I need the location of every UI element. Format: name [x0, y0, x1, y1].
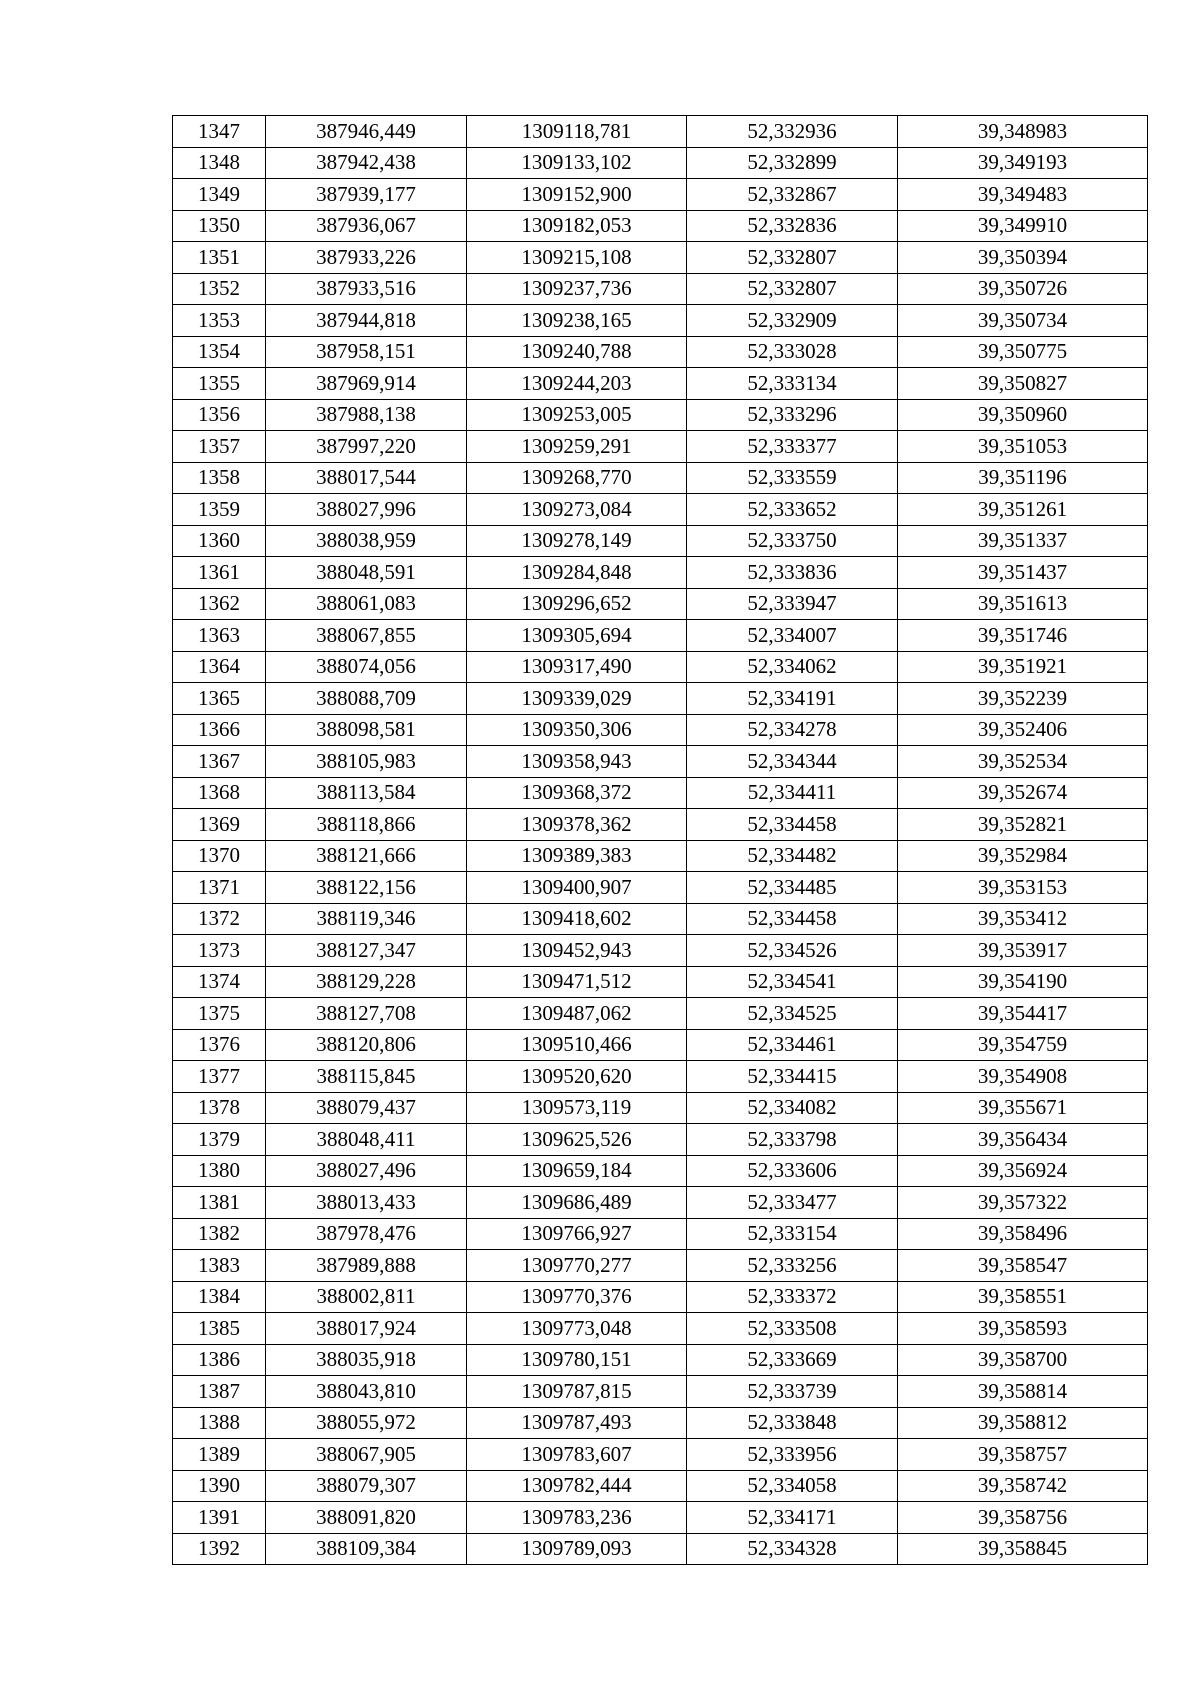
point-number-cell: 1372	[173, 903, 266, 935]
latitude-cell: 52,332836	[687, 210, 898, 242]
latitude-cell: 52,333947	[687, 588, 898, 620]
x-coordinate-cell: 388091,820	[266, 1502, 467, 1534]
point-number-cell: 1381	[173, 1187, 266, 1219]
longitude-cell: 39,353153	[898, 872, 1148, 904]
table-row	[173, 368, 1148, 400]
y-coordinate-cell: 1309782,444	[467, 1470, 687, 1502]
latitude-cell: 52,334058	[687, 1470, 898, 1502]
longitude-cell: 39,351746	[898, 620, 1148, 652]
longitude-cell: 39,352239	[898, 683, 1148, 715]
x-coordinate-cell: 388079,437	[266, 1092, 467, 1124]
longitude-cell: 39,348983	[898, 116, 1148, 148]
table-row	[173, 1502, 1148, 1534]
longitude-cell: 39,350394	[898, 242, 1148, 274]
longitude-cell: 39,350726	[898, 273, 1148, 305]
latitude-cell: 52,333669	[687, 1344, 898, 1376]
x-coordinate-cell: 388067,905	[266, 1439, 467, 1471]
y-coordinate-cell: 1309368,372	[467, 777, 687, 809]
x-coordinate-cell: 388002,811	[266, 1281, 467, 1313]
point-number-cell: 1380	[173, 1155, 266, 1187]
y-coordinate-cell: 1309237,736	[467, 273, 687, 305]
table-row	[173, 1250, 1148, 1282]
longitude-cell: 39,353412	[898, 903, 1148, 935]
x-coordinate-cell: 387958,151	[266, 336, 467, 368]
longitude-cell: 39,356434	[898, 1124, 1148, 1156]
longitude-cell: 39,358814	[898, 1376, 1148, 1408]
table-row	[173, 1439, 1148, 1471]
y-coordinate-cell: 1309182,053	[467, 210, 687, 242]
point-number-cell: 1355	[173, 368, 266, 400]
y-coordinate-cell: 1309389,383	[467, 840, 687, 872]
latitude-cell: 52,334485	[687, 872, 898, 904]
x-coordinate-cell: 388088,709	[266, 683, 467, 715]
y-coordinate-cell: 1309133,102	[467, 147, 687, 179]
y-coordinate-cell: 1309215,108	[467, 242, 687, 274]
y-coordinate-cell: 1309783,607	[467, 1439, 687, 1471]
point-number-cell: 1350	[173, 210, 266, 242]
latitude-cell: 52,334007	[687, 620, 898, 652]
point-number-cell: 1348	[173, 147, 266, 179]
point-number-cell: 1378	[173, 1092, 266, 1124]
point-number-cell: 1347	[173, 116, 266, 148]
latitude-cell: 52,333508	[687, 1313, 898, 1345]
point-number-cell: 1358	[173, 462, 266, 494]
point-number-cell: 1366	[173, 714, 266, 746]
y-coordinate-cell: 1309305,694	[467, 620, 687, 652]
y-coordinate-cell: 1309659,184	[467, 1155, 687, 1187]
table-row	[173, 1029, 1148, 1061]
y-coordinate-cell: 1309238,165	[467, 305, 687, 337]
table-row	[173, 903, 1148, 935]
point-number-cell: 1383	[173, 1250, 266, 1282]
latitude-cell: 52,334062	[687, 651, 898, 683]
table-row	[173, 777, 1148, 809]
latitude-cell: 52,334526	[687, 935, 898, 967]
latitude-cell: 52,332899	[687, 147, 898, 179]
y-coordinate-cell: 1309259,291	[467, 431, 687, 463]
longitude-cell: 39,351921	[898, 651, 1148, 683]
point-number-cell: 1386	[173, 1344, 266, 1376]
point-number-cell: 1363	[173, 620, 266, 652]
latitude-cell: 52,332867	[687, 179, 898, 211]
y-coordinate-cell: 1309317,490	[467, 651, 687, 683]
longitude-cell: 39,352674	[898, 777, 1148, 809]
x-coordinate-cell: 388118,866	[266, 809, 467, 841]
x-coordinate-cell: 388120,806	[266, 1029, 467, 1061]
point-number-cell: 1365	[173, 683, 266, 715]
table-row	[173, 462, 1148, 494]
longitude-cell: 39,350775	[898, 336, 1148, 368]
longitude-cell: 39,352821	[898, 809, 1148, 841]
longitude-cell: 39,353917	[898, 935, 1148, 967]
x-coordinate-cell: 388027,996	[266, 494, 467, 526]
latitude-cell: 52,333798	[687, 1124, 898, 1156]
latitude-cell: 52,333028	[687, 336, 898, 368]
latitude-cell: 52,333559	[687, 462, 898, 494]
table-row	[173, 1376, 1148, 1408]
table-row	[173, 147, 1148, 179]
latitude-cell: 52,333372	[687, 1281, 898, 1313]
table-row	[173, 1061, 1148, 1093]
y-coordinate-cell: 1309783,236	[467, 1502, 687, 1534]
longitude-cell: 39,350827	[898, 368, 1148, 400]
point-number-cell: 1390	[173, 1470, 266, 1502]
x-coordinate-cell: 388115,845	[266, 1061, 467, 1093]
latitude-cell: 52,332807	[687, 273, 898, 305]
table-row	[173, 1344, 1148, 1376]
y-coordinate-cell: 1309487,062	[467, 998, 687, 1030]
longitude-cell: 39,358496	[898, 1218, 1148, 1250]
y-coordinate-cell: 1309789,093	[467, 1533, 687, 1565]
longitude-cell: 39,351437	[898, 557, 1148, 589]
y-coordinate-cell: 1309278,149	[467, 525, 687, 557]
point-number-cell: 1371	[173, 872, 266, 904]
point-number-cell: 1392	[173, 1533, 266, 1565]
point-number-cell: 1362	[173, 588, 266, 620]
y-coordinate-cell: 1309770,376	[467, 1281, 687, 1313]
longitude-cell: 39,358812	[898, 1407, 1148, 1439]
table-row	[173, 273, 1148, 305]
table-row	[173, 809, 1148, 841]
x-coordinate-cell: 388038,959	[266, 525, 467, 557]
point-number-cell: 1387	[173, 1376, 266, 1408]
point-number-cell: 1385	[173, 1313, 266, 1345]
latitude-cell: 52,333377	[687, 431, 898, 463]
longitude-cell: 39,351337	[898, 525, 1148, 557]
longitude-cell: 39,350960	[898, 399, 1148, 431]
x-coordinate-cell: 387988,138	[266, 399, 467, 431]
point-number-cell: 1369	[173, 809, 266, 841]
table-row	[173, 1124, 1148, 1156]
x-coordinate-cell: 388074,056	[266, 651, 467, 683]
y-coordinate-cell: 1309520,620	[467, 1061, 687, 1093]
y-coordinate-cell: 1309787,815	[467, 1376, 687, 1408]
longitude-cell: 39,358845	[898, 1533, 1148, 1565]
y-coordinate-cell: 1309787,493	[467, 1407, 687, 1439]
x-coordinate-cell: 387939,177	[266, 179, 467, 211]
table-row	[173, 746, 1148, 778]
longitude-cell: 39,351196	[898, 462, 1148, 494]
latitude-cell: 52,334458	[687, 903, 898, 935]
x-coordinate-cell: 388043,810	[266, 1376, 467, 1408]
latitude-cell: 52,333848	[687, 1407, 898, 1439]
point-number-cell: 1352	[173, 273, 266, 305]
x-coordinate-cell: 388122,156	[266, 872, 467, 904]
x-coordinate-cell: 387946,449	[266, 116, 467, 148]
x-coordinate-cell: 388048,411	[266, 1124, 467, 1156]
point-number-cell: 1361	[173, 557, 266, 589]
x-coordinate-cell: 388035,918	[266, 1344, 467, 1376]
latitude-cell: 52,333652	[687, 494, 898, 526]
latitude-cell: 52,334458	[687, 809, 898, 841]
y-coordinate-cell: 1309770,277	[467, 1250, 687, 1282]
latitude-cell: 52,333296	[687, 399, 898, 431]
table-row	[173, 1187, 1148, 1219]
longitude-cell: 39,351053	[898, 431, 1148, 463]
x-coordinate-cell: 388113,584	[266, 777, 467, 809]
table-row	[173, 872, 1148, 904]
table-row	[173, 557, 1148, 589]
x-coordinate-cell: 387997,220	[266, 431, 467, 463]
point-number-cell: 1389	[173, 1439, 266, 1471]
longitude-cell: 39,358742	[898, 1470, 1148, 1502]
latitude-cell: 52,333956	[687, 1439, 898, 1471]
point-number-cell: 1349	[173, 179, 266, 211]
x-coordinate-cell: 387944,818	[266, 305, 467, 337]
point-number-cell: 1354	[173, 336, 266, 368]
point-number-cell: 1388	[173, 1407, 266, 1439]
table-row	[173, 431, 1148, 463]
latitude-cell: 52,332936	[687, 116, 898, 148]
point-number-cell: 1364	[173, 651, 266, 683]
longitude-cell: 39,351613	[898, 588, 1148, 620]
longitude-cell: 39,354190	[898, 966, 1148, 998]
table-row	[173, 1313, 1148, 1345]
latitude-cell: 52,334461	[687, 1029, 898, 1061]
y-coordinate-cell: 1309284,848	[467, 557, 687, 589]
latitude-cell: 52,334278	[687, 714, 898, 746]
table-row	[173, 1092, 1148, 1124]
y-coordinate-cell: 1309766,927	[467, 1218, 687, 1250]
longitude-cell: 39,358547	[898, 1250, 1148, 1282]
table-row	[173, 683, 1148, 715]
x-coordinate-cell: 387933,516	[266, 273, 467, 305]
point-number-cell: 1357	[173, 431, 266, 463]
x-coordinate-cell: 388121,666	[266, 840, 467, 872]
longitude-cell: 39,355671	[898, 1092, 1148, 1124]
x-coordinate-cell: 388119,346	[266, 903, 467, 935]
x-coordinate-cell: 388027,496	[266, 1155, 467, 1187]
point-number-cell: 1367	[173, 746, 266, 778]
longitude-cell: 39,349193	[898, 147, 1148, 179]
latitude-cell: 52,334344	[687, 746, 898, 778]
latitude-cell: 52,334191	[687, 683, 898, 715]
latitude-cell: 52,333477	[687, 1187, 898, 1219]
latitude-cell: 52,334415	[687, 1061, 898, 1093]
point-number-cell: 1360	[173, 525, 266, 557]
table-row	[173, 966, 1148, 998]
x-coordinate-cell: 388127,708	[266, 998, 467, 1030]
latitude-cell: 52,334411	[687, 777, 898, 809]
table-row	[173, 840, 1148, 872]
table-row	[173, 714, 1148, 746]
y-coordinate-cell: 1309625,526	[467, 1124, 687, 1156]
x-coordinate-cell: 388098,581	[266, 714, 467, 746]
longitude-cell: 39,357322	[898, 1187, 1148, 1219]
point-number-cell: 1379	[173, 1124, 266, 1156]
latitude-cell: 52,334171	[687, 1502, 898, 1534]
point-number-cell: 1391	[173, 1502, 266, 1534]
longitude-cell: 39,354417	[898, 998, 1148, 1030]
y-coordinate-cell: 1309118,781	[467, 116, 687, 148]
x-coordinate-cell: 388017,544	[266, 462, 467, 494]
table-row	[173, 998, 1148, 1030]
point-number-cell: 1376	[173, 1029, 266, 1061]
y-coordinate-cell: 1309510,466	[467, 1029, 687, 1061]
longitude-cell: 39,352534	[898, 746, 1148, 778]
y-coordinate-cell: 1309400,907	[467, 872, 687, 904]
table-row	[173, 620, 1148, 652]
y-coordinate-cell: 1309296,652	[467, 588, 687, 620]
coordinates-table-body	[173, 116, 1148, 1565]
table-row	[173, 336, 1148, 368]
point-number-cell: 1374	[173, 966, 266, 998]
point-number-cell: 1353	[173, 305, 266, 337]
y-coordinate-cell: 1309773,048	[467, 1313, 687, 1345]
longitude-cell: 39,352984	[898, 840, 1148, 872]
longitude-cell: 39,350734	[898, 305, 1148, 337]
y-coordinate-cell: 1309686,489	[467, 1187, 687, 1219]
latitude-cell: 52,333154	[687, 1218, 898, 1250]
x-coordinate-cell: 387989,888	[266, 1250, 467, 1282]
point-number-cell: 1382	[173, 1218, 266, 1250]
y-coordinate-cell: 1309253,005	[467, 399, 687, 431]
longitude-cell: 39,351261	[898, 494, 1148, 526]
y-coordinate-cell: 1309240,788	[467, 336, 687, 368]
y-coordinate-cell: 1309268,770	[467, 462, 687, 494]
latitude-cell: 52,334082	[687, 1092, 898, 1124]
x-coordinate-cell: 388105,983	[266, 746, 467, 778]
latitude-cell: 52,333836	[687, 557, 898, 589]
table-row	[173, 525, 1148, 557]
y-coordinate-cell: 1309418,602	[467, 903, 687, 935]
x-coordinate-cell: 387942,438	[266, 147, 467, 179]
table-row	[173, 242, 1148, 274]
y-coordinate-cell: 1309244,203	[467, 368, 687, 400]
latitude-cell: 52,334482	[687, 840, 898, 872]
latitude-cell: 52,333750	[687, 525, 898, 557]
x-coordinate-cell: 388109,384	[266, 1533, 467, 1565]
table-row	[173, 305, 1148, 337]
table-row	[173, 651, 1148, 683]
point-number-cell: 1368	[173, 777, 266, 809]
latitude-cell: 52,332807	[687, 242, 898, 274]
longitude-cell: 39,358756	[898, 1502, 1148, 1534]
point-number-cell: 1351	[173, 242, 266, 274]
y-coordinate-cell: 1309780,151	[467, 1344, 687, 1376]
latitude-cell: 52,334328	[687, 1533, 898, 1565]
y-coordinate-cell: 1309273,084	[467, 494, 687, 526]
y-coordinate-cell: 1309350,306	[467, 714, 687, 746]
x-coordinate-cell: 388013,433	[266, 1187, 467, 1219]
table-row	[173, 1533, 1148, 1565]
table-row	[173, 1155, 1148, 1187]
x-coordinate-cell: 388127,347	[266, 935, 467, 967]
table-row	[173, 1218, 1148, 1250]
x-coordinate-cell: 387933,226	[266, 242, 467, 274]
longitude-cell: 39,354908	[898, 1061, 1148, 1093]
x-coordinate-cell: 387936,067	[266, 210, 467, 242]
table-row	[173, 494, 1148, 526]
point-number-cell: 1373	[173, 935, 266, 967]
table-row	[173, 1281, 1148, 1313]
y-coordinate-cell: 1309471,512	[467, 966, 687, 998]
x-coordinate-cell: 387978,476	[266, 1218, 467, 1250]
table-row	[173, 935, 1148, 967]
point-number-cell: 1359	[173, 494, 266, 526]
x-coordinate-cell: 387969,914	[266, 368, 467, 400]
coordinates-table	[172, 115, 1148, 1565]
latitude-cell: 52,333606	[687, 1155, 898, 1187]
longitude-cell: 39,358593	[898, 1313, 1148, 1345]
latitude-cell: 52,333134	[687, 368, 898, 400]
longitude-cell: 39,354759	[898, 1029, 1148, 1061]
x-coordinate-cell: 388079,307	[266, 1470, 467, 1502]
x-coordinate-cell: 388129,228	[266, 966, 467, 998]
table-row	[173, 179, 1148, 211]
table-row	[173, 399, 1148, 431]
table-row	[173, 1470, 1148, 1502]
x-coordinate-cell: 388017,924	[266, 1313, 467, 1345]
y-coordinate-cell: 1309452,943	[467, 935, 687, 967]
latitude-cell: 52,333739	[687, 1376, 898, 1408]
longitude-cell: 39,349910	[898, 210, 1148, 242]
x-coordinate-cell: 388061,083	[266, 588, 467, 620]
y-coordinate-cell: 1309152,900	[467, 179, 687, 211]
point-number-cell: 1375	[173, 998, 266, 1030]
point-number-cell: 1377	[173, 1061, 266, 1093]
latitude-cell: 52,332909	[687, 305, 898, 337]
longitude-cell: 39,349483	[898, 179, 1148, 211]
point-number-cell: 1356	[173, 399, 266, 431]
y-coordinate-cell: 1309378,362	[467, 809, 687, 841]
latitude-cell: 52,334541	[687, 966, 898, 998]
longitude-cell: 39,358551	[898, 1281, 1148, 1313]
table-row	[173, 210, 1148, 242]
point-number-cell: 1384	[173, 1281, 266, 1313]
x-coordinate-cell: 388067,855	[266, 620, 467, 652]
longitude-cell: 39,356924	[898, 1155, 1148, 1187]
table-row	[173, 116, 1148, 148]
y-coordinate-cell: 1309339,029	[467, 683, 687, 715]
table-row	[173, 1407, 1148, 1439]
longitude-cell: 39,358700	[898, 1344, 1148, 1376]
point-number-cell: 1370	[173, 840, 266, 872]
y-coordinate-cell: 1309573,119	[467, 1092, 687, 1124]
x-coordinate-cell: 388055,972	[266, 1407, 467, 1439]
latitude-cell: 52,333256	[687, 1250, 898, 1282]
x-coordinate-cell: 388048,591	[266, 557, 467, 589]
latitude-cell: 52,334525	[687, 998, 898, 1030]
longitude-cell: 39,358757	[898, 1439, 1148, 1471]
longitude-cell: 39,352406	[898, 714, 1148, 746]
y-coordinate-cell: 1309358,943	[467, 746, 687, 778]
table-row	[173, 588, 1148, 620]
